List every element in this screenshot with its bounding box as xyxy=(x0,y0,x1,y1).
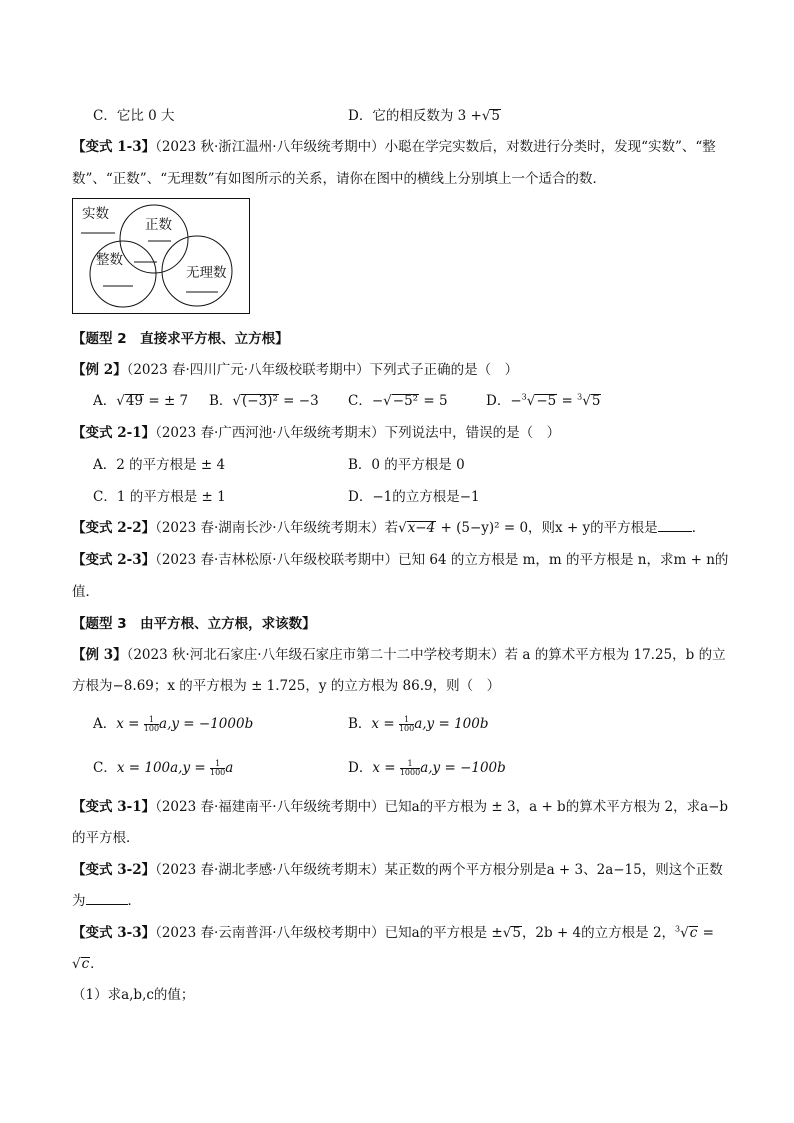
variant-3-1-line2: 的平方根． xyxy=(72,830,140,846)
variant-3-1-line1: 【变式 3-1】（2023 春·福建南平·八年级统考期中）已知a的平方根为 ± 3，a + b的算术平方根为 2，求a−b xyxy=(72,799,729,815)
answer-blank[interactable] xyxy=(86,892,128,905)
answer-blank[interactable] xyxy=(658,519,692,532)
example-2-stem: 【例 2】（2023 春·四川广元·八年级校联考期中）下列式子正确的是（ ） xyxy=(72,362,519,378)
variant-3-3-line2: √c． xyxy=(72,956,104,972)
variant-2-1-option-b: B．0 的平方根是 0 xyxy=(348,457,465,473)
example-3-line1: 【例 3】（2023 秋·河北石家庄·八年级石家庄市第二十二中学校考期末）若 a 的算术平方根为 17.25，b 的立 xyxy=(72,647,726,663)
variant-2-1-option-c: C．1 的平方根是 ± 1 xyxy=(93,489,226,505)
venn-irrational-label: 无理数 xyxy=(186,265,227,281)
example-2-option-a: A．√49 = ± 7 xyxy=(93,393,189,409)
variant-2-1-option-d: D．−1的立方根是−1 xyxy=(348,489,480,505)
variant-2-3-line1: 【变式 2-3】（2023 春·吉林松原·八年级校联考期中）已知 64 的立方根是 m，m 的平方根是 n，求m + n的 xyxy=(72,552,729,568)
variant-3-3-sub1: （1）求a,b,c的值； xyxy=(72,987,195,1003)
variant-1-3-line2: 数”、“正数”、“无理数”有如图所示的关系，请你在图中的横线上分别填上一个适合的数． xyxy=(72,171,607,187)
venn-real-label: 实数 xyxy=(82,206,109,222)
section-2-title: 【题型 2 直接求平方根、立方根】 xyxy=(72,331,289,347)
option-c: C．它比 0 大 xyxy=(93,108,175,124)
variant-2-1-option-a: A．2 的平方根是 ± 4 xyxy=(93,457,226,473)
example-3-option-a: A．x = $\frac{1}{100}$ a,y = −1000b xyxy=(93,715,254,733)
example-3-option-d: D．x = $\frac{1}{1000}$ a,y = −100b xyxy=(348,759,506,777)
venn-integer-label: 整数 xyxy=(96,252,123,268)
example-2-option-c: C．−√−5² = 5 xyxy=(348,393,448,409)
example-3-option-b: B．x = $\frac{1}{100}$ a,y = 100b xyxy=(348,715,489,733)
section-3-title: 【题型 3 由平方根、立方根，求该数】 xyxy=(72,616,316,632)
variant-2-1-stem: 【变式 2-1】（2023 春·广西河池·八年级统考期末）下列说法中，错误的是（ ） xyxy=(72,425,561,441)
example-3-option-c: C．x = 100a,y = $\frac{1}{100}$ a xyxy=(93,759,234,777)
variant-3-3-line1: 【变式 3-3】（2023 春·云南普洱·八年级校考期中）已知a的平方根是 ±√5，2b + 4的立方根是 2，$^3$√c = xyxy=(72,924,714,941)
option-d: D．它的相反数为 3 +√5 xyxy=(348,108,501,124)
venn-positive-label: 正数 xyxy=(145,217,172,233)
example-3-line2: 方根为−8.69；x 的平方根为 ± 1.725，y 的立方根为 86.9，则（ ） xyxy=(72,678,501,694)
variant-1-3-line1: 【变式 1-3】（2023 秋·浙江温州·八年级统考期中）小聪在学完实数后，对数进行分类时，发现“实数”、“整 xyxy=(72,139,716,155)
variant-3-2-line1: 【变式 3-2】（2023 春·湖北孝感·八年级统考期末）某正数的两个平方根分别是a + 3、2a−15，则这个正数 xyxy=(72,862,723,878)
example-2-option-b: B．√(−3)² = −3 xyxy=(209,393,319,409)
variant-2-3-line2: 值． xyxy=(72,584,99,600)
example-2-option-d: D．−$^3$√−5 = $^3$√5 xyxy=(486,392,601,409)
venn-diagram xyxy=(72,198,250,314)
variant-3-2-line2: 为 ． xyxy=(72,893,141,909)
variant-2-2: 【变式 2-2】（2023 春·湖南长沙·八年级统考期末）若√x−4 + (5−y)² = 0，则x + y的平方根是 ． xyxy=(72,520,706,536)
